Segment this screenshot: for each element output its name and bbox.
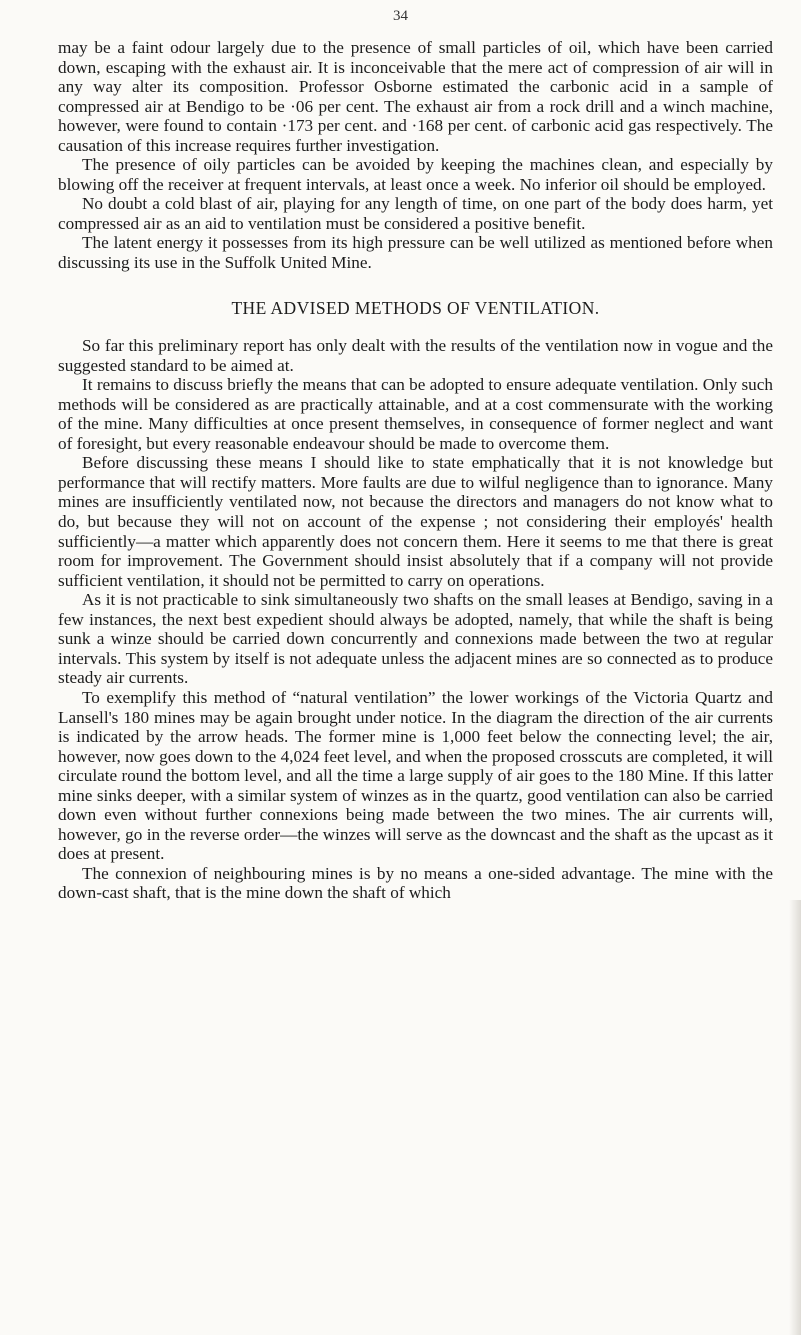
paragraph: The latent energy it possesses from its high pressure can be well utilized as mentioned before when discussing its use in the Suffolk United Mine. xyxy=(58,233,773,273)
paragraph: Before discussing these means I should like to state emphatically that it is not knowledge but performance that will rectify matters. More faults are due to wilful negligence than to ignorance. Many mines are insufficiently ventilated now, not because the directors and managers do not know what to do, but because they will not on account of the expense ; not considering their employés' health sufficiently—a matter which apparently does not concern them. Here it seems to me that there is great room for improvement. The Government should insist absolutely that if a company will not provide sufficient ventilation, it should not be permitted to carry on operations. xyxy=(58,453,773,590)
body-text xyxy=(58,38,773,903)
paragraph: As it is not practicable to sink simultaneously two shafts on the small leases at Bendigo, saving in a few instances, the next best expedient should always be adopted, namely, that while the shaft is being sunk a winze should be carried down concurrently and connexions made between the two at regular intervals. This system by itself is not adequate unless the adjacent mines are so connected as to produce steady air currents. xyxy=(58,590,773,688)
paragraph: No doubt a cold blast of air, playing for any length of time, on one part of the body does harm, yet compressed air as an aid to ventilation must be considered a positive benefit. xyxy=(58,194,773,233)
paragraph: To exemplify this method of “natural ventilation” the lower workings of the Victoria Quartz and Lansell's 180 mines may be again brought under notice. In the diagram the direction of the air currents is indicated by the arrow heads. The former mine is 1,000 feet below the connecting level; the air, however, now goes down to the 4,024 feet level, and when the proposed crosscuts are completed, it will circulate round the bottom level, and all the time a large supply of air goes to the 180 Mine. If this latter mine sinks deeper, with a similar system of winzes as in the quartz, good ventilation can also be carried down even without further connexions being made between the two mines. The air currents will, however, go in the reverse order—the winzes will serve as the downcast and the shaft as the upcast as it does at present. xyxy=(58,687,773,864)
paragraph: The presence of oily particles can be avoided by keeping the machines clean, and especially by blowing off the receiver at frequent intervals, at least once a week. No inferior oil should be employed. xyxy=(58,155,773,194)
page-number: 34 xyxy=(393,8,408,24)
page-edge-shadow xyxy=(789,900,801,1335)
paragraph: may be a faint odour largely due to the presence of small particles of oil, which have been carried down, escaping with the exhaust air. It is inconceivable that the mere act of compression of air will in any way alter its composition. Professor Osborne estimated the carbonic acid in a sample of compressed air at Bendigo to be ·06 per cent. The exhaust air from a rock drill and a winch machine, however, were found to contain ·173 per cent. and ·168 per cent. of carbonic acid gas respectively. The causation of this increase requires further investigation. xyxy=(58,38,773,155)
paragraph: The connexion of neighbouring mines is by no means a one-sided advantage. The mine with the down-cast shaft, that is the mine down the shaft of which xyxy=(58,863,773,903)
paragraph: It remains to discuss briefly the means that can be adopted to ensure adequate ventilation. Only such methods will be considered as are practically attainable, and at a cost commensurate with the working of the mine. Many difficulties at once present themselves, in consequence of former neglect and want of foresight, but every reasonable endeavour should be made to overcome them. xyxy=(58,375,773,453)
paragraph: So far this preliminary report has only dealt with the results of the ventilation now in vogue and the suggested standard to be aimed at. xyxy=(58,336,773,375)
section-heading: THE ADVISED METHODS OF VENTILATION. xyxy=(231,297,600,318)
